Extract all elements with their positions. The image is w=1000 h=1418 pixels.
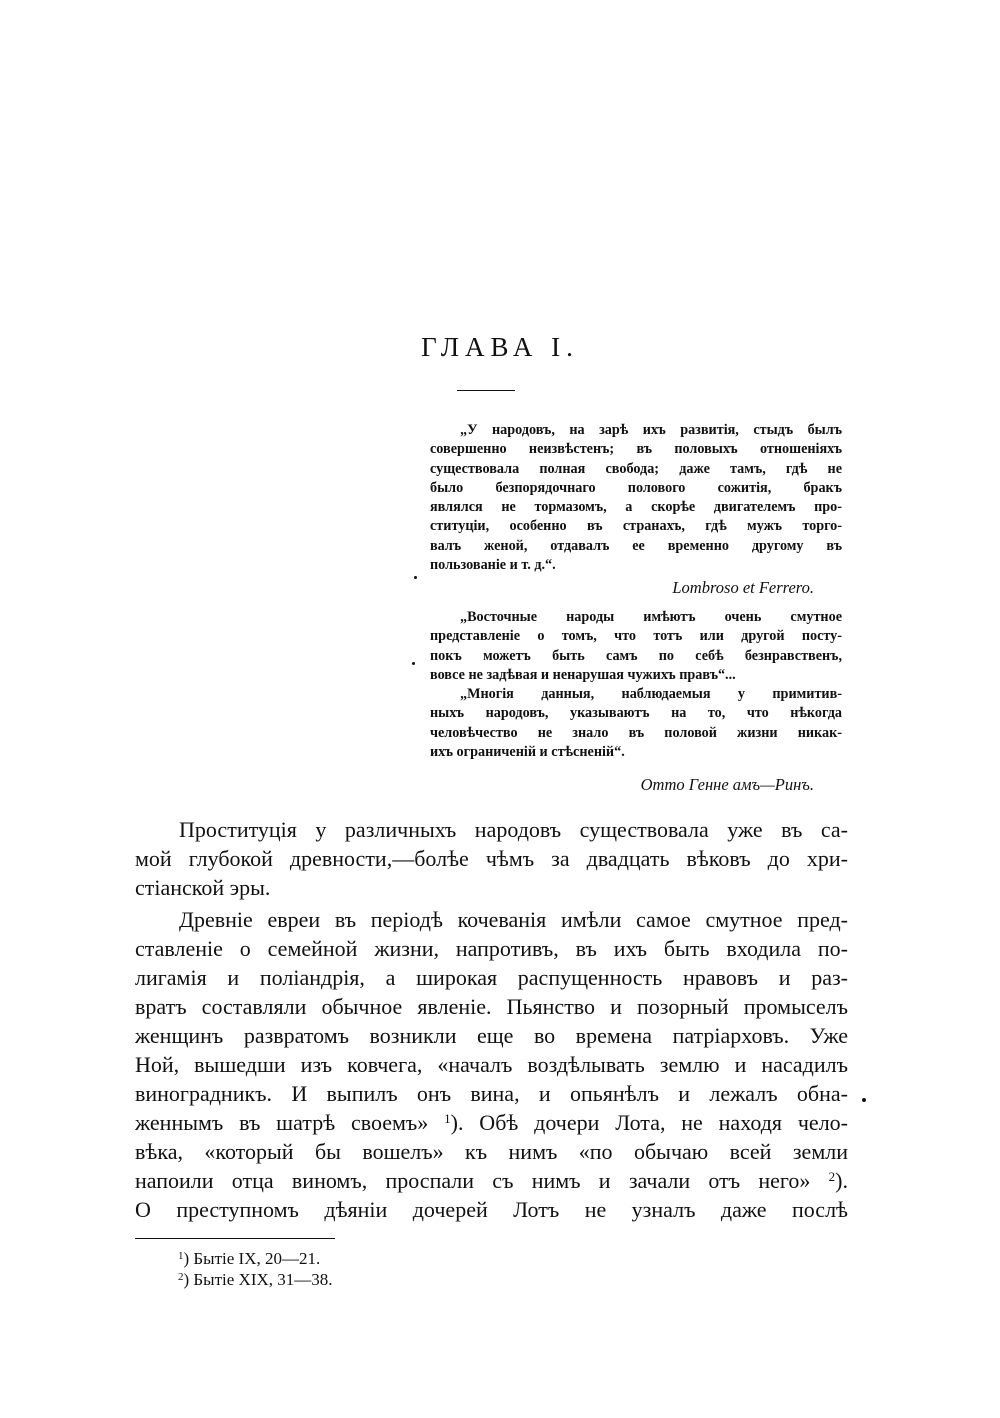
epigraph-line: ихъ ограниченій и стѣсненій“. <box>430 744 625 761</box>
epigraph-attribution: Отто Генне амъ—Ринъ. <box>640 775 814 794</box>
epigraph-line: вовсе не задѣвая и ненарушая чужихъ правъ“... <box>430 666 736 683</box>
footnotes <box>178 1248 333 1290</box>
epigraph-1 <box>430 421 842 575</box>
body-line: виноградникъ. И выпилъ онъ вина, и опьянѣлъ и лежалъ обна- <box>135 1081 848 1106</box>
epigraph-line: „У народовъ, на зарѣ ихъ развитія, стыдъ былъ <box>460 422 842 438</box>
body-line: О преступномъ дѣяніи дочерей Лотъ не узналъ даже послѣ <box>135 1197 848 1222</box>
epigraph-line: пользованіе и т. д.“. <box>430 557 556 574</box>
body-text-run: напоили отца виномъ, проспали съ нимъ и зачали отъ него» <box>135 1168 811 1193</box>
footnote-mark: 1 <box>178 1250 184 1262</box>
body-line: вѣка, «который бы вошелъ» къ нимъ «по обычаю всей земли <box>135 1139 848 1164</box>
epigraph-line: существовала полная свобода; даже тамъ, гдѣ не <box>430 460 842 477</box>
chapter-title: ГЛАВА I. <box>421 332 579 362</box>
epigraph-line: было безпорядочнаго полового сожитія, бракъ <box>430 479 842 496</box>
footnote-ref[interactable]: 2 <box>828 1169 836 1184</box>
title-rule <box>457 390 515 391</box>
body-text-run: ). Обѣ дочери Лота, не находя чело- <box>450 1110 848 1135</box>
epigraph-line: совершенно неизвѣстенъ; въ половыхъ отношеніяхъ <box>430 441 842 458</box>
paragraph-2 <box>135 905 848 1224</box>
body-line: мой глубокой древности,—болѣе чѣмъ за двадцать вѣковъ до хри- <box>135 846 848 871</box>
body-line: лигамія и поліандрія, а широкая распущенность нравовъ и раз- <box>135 965 848 990</box>
body-line: Проституція у различныхъ народовъ существовала уже въ са- <box>179 817 848 842</box>
paragraph-1 <box>135 815 848 902</box>
body-line: женщинъ развратомъ возникли еще во времена патріарховъ. Уже <box>135 1023 848 1048</box>
footnote-text: ) Бытіе XIX, 31—38. <box>183 1270 333 1289</box>
body-line: Ной, вышедши изъ ковчега, «началъ воздѣлывать землю и насадилъ <box>135 1052 848 1077</box>
epigraph-2 <box>430 608 842 762</box>
body-text-run: женнымъ въ шатрѣ своемъ» <box>135 1110 429 1135</box>
epigraph-line: ныхъ народовъ, указываютъ на то, что нѣкогда <box>430 705 842 722</box>
epigraph-line: являлся не тормазомъ, а скорѣе двигателемъ про- <box>430 499 842 516</box>
epigraph-line: ституціи, особенно въ странахъ, гдѣ мужъ торго- <box>430 518 842 535</box>
ink-speck <box>862 1098 866 1102</box>
body-line: стіанской эры. <box>135 875 271 900</box>
footnote <box>178 1248 333 1269</box>
body-line: вратъ составляли обычное явленіе. Пьянство и позорный промыселъ <box>135 994 848 1019</box>
footnote-ref[interactable]: 1 <box>444 1111 451 1126</box>
footnote-rule <box>135 1238 335 1239</box>
epigraph-line: валъ женой, отдавалъ ее временно другому въ <box>430 537 842 554</box>
footnote <box>178 1269 333 1290</box>
body-line: ставленіе о семейной жизни, напротивъ, въ ихъ быть входила по- <box>135 936 848 961</box>
epigraph-line: человѣчество не знало въ половой жизни никак- <box>430 724 842 741</box>
body-line <box>135 1108 848 1137</box>
body-line: Древніе евреи въ періодѣ кочеванія имѣли самое смутное пред- <box>179 907 848 932</box>
body-line <box>135 1166 848 1195</box>
ink-speck <box>414 576 417 579</box>
epigraph-line: представленіе о томъ, что тотъ или другой посту- <box>430 628 842 645</box>
epigraph-line: „Многія данныя, наблюдаемыя у примитив- <box>460 686 842 703</box>
epigraph-line: покъ можетъ быть самъ по себѣ безнравственъ, <box>430 647 842 664</box>
body-text-run: ). <box>835 1168 848 1193</box>
epigraph-line: „Восточные народы имѣютъ очень смутное <box>460 609 842 625</box>
ink-speck <box>412 662 415 665</box>
footnote-text: ) Бытіе IX, 20—21. <box>183 1249 321 1268</box>
footnote-mark: 2 <box>178 1271 184 1283</box>
epigraph-attribution: Lombroso et Ferrero. <box>672 578 814 597</box>
